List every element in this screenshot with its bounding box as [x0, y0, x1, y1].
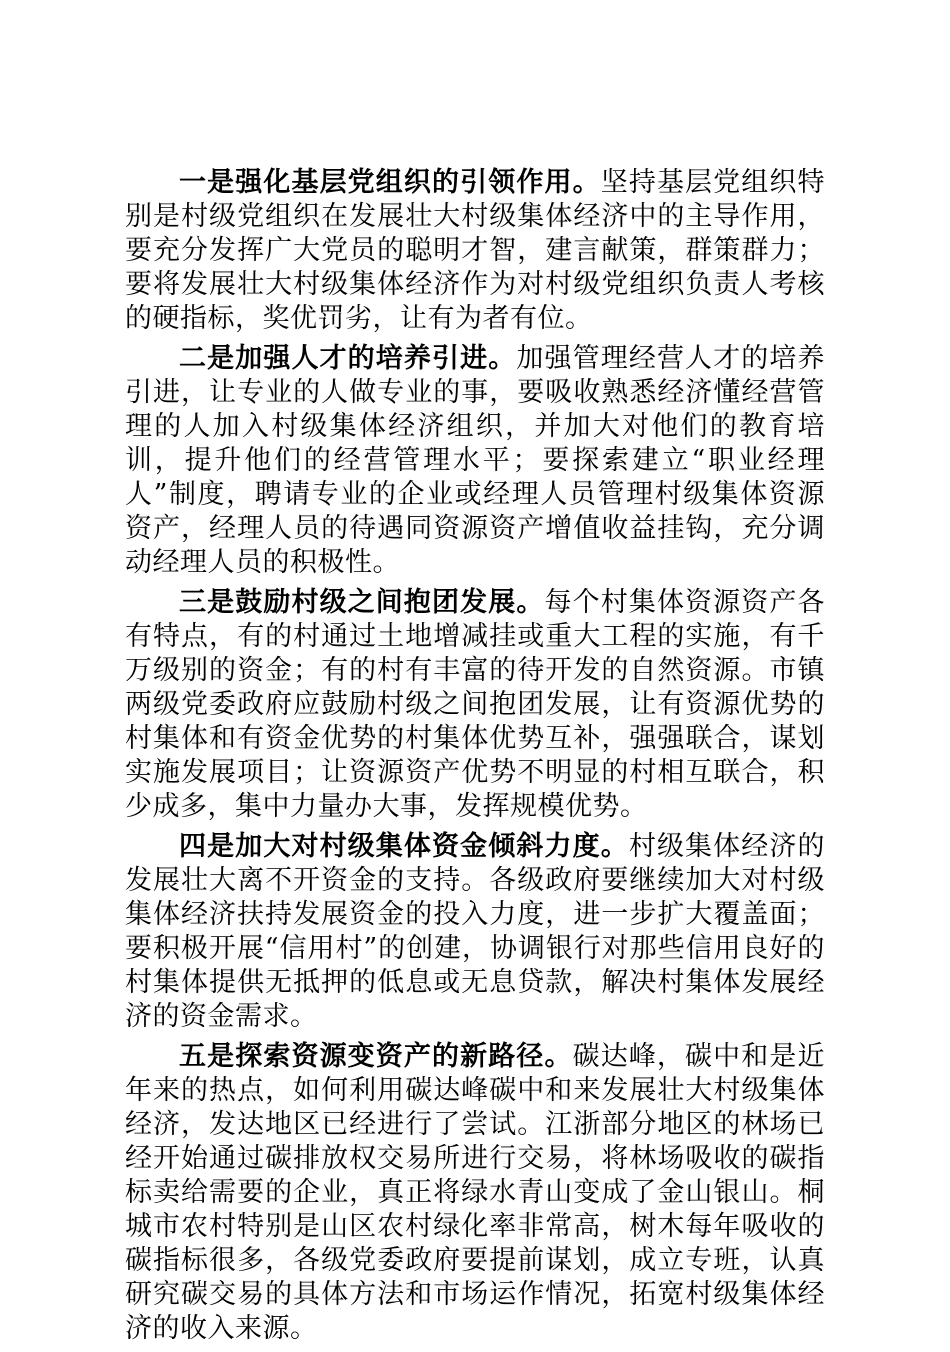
paragraph-5	[125, 1040, 825, 1346]
paragraph-1-body: 坚持基层党组织特别是村级党组织在发展壮大村级集体经济中的主导作用，要充分发挥广大党员的聪明才智，建言献策，群策群力；要将发展壮大村级集体经济作为对村级党组织负责人考核的硬指标，奖优罚劣，让有为者有位。	[125, 167, 826, 334]
paragraph-3-heading: 三是鼓励村级之间抱团发展。	[179, 587, 545, 618]
paragraph-3-body: 每个村集体资源资产各有特点，有的村通过土地增减挂或重大工程的实施，有千万级别的资金；有的村有丰富的待开发的自然资源。市镇两级党委政府应鼓励村级之间抱团发展，让有资源优势的村集体和有资金优势的村集体优势互补，强强联合，谋划实施发展项目；让资源资产优势不明显的村相互联合，积少成多，集中力量办大事，发挥规模优势。	[125, 587, 826, 822]
document-page	[125, 166, 825, 1352]
paragraph-3	[125, 586, 825, 824]
paragraph-2-body: 加强管理经营人才的培养引进，让专业的人做专业的事，要吸收熟悉经济懂经营管理的人加入村级集体经济组织，并加大对他们的教育培训，提升他们的经营管理水平；要探索建立“职业经理人”制度，聘请专业的企业或经理人员管理村级集体资源资产，经理人员的待遇同资源资产增值收益挂钩，充分调动经理人员的积极性。	[125, 343, 826, 578]
paragraph-5-heading: 五是探索资源变资产的新路径。	[179, 1041, 573, 1072]
paragraph-4-body: 村级集体经济的发展壮大离不开资金的支持。各级政府要继续加大对村级集体经济扶持发展资金的投入力度，进一步扩大覆盖面；要积极开展“信用村”的创建，协调银行对那些信用良好的村集体提供无抵押的低息或无息贷款，解决村集体发展经济的资金需求。	[125, 831, 826, 1032]
paragraph-1	[125, 166, 825, 336]
paragraph-4	[125, 830, 825, 1034]
paragraph-2	[125, 342, 825, 580]
paragraph-1-heading: 一是强化基层党组织的引领作用。	[179, 167, 601, 198]
paragraph-2-heading: 二是加强人才的培养引进。	[179, 343, 517, 374]
paragraph-5-body: 碳达峰，碳中和是近年来的热点，如何利用碳达峰碳中和来发展壮大村级集体经济，发达地区已经进行了尝试。江浙部分地区的林场已经开始通过碳排放权交易所进行交易，将林场吸收的碳指标卖给需要的企业，真正将绿水青山变成了金山银山。桐城市农村特别是山区农村绿化率非常高，树木每年吸收的碳指标很多，各级党委政府要提前谋划，成立专班，认真研究碳交易的具体方法和市场运作情况，拓宽村级集体经济的收入来源。	[125, 1041, 826, 1344]
paragraph-4-heading: 四是加大对村级集体资金倾斜力度。	[179, 831, 629, 862]
